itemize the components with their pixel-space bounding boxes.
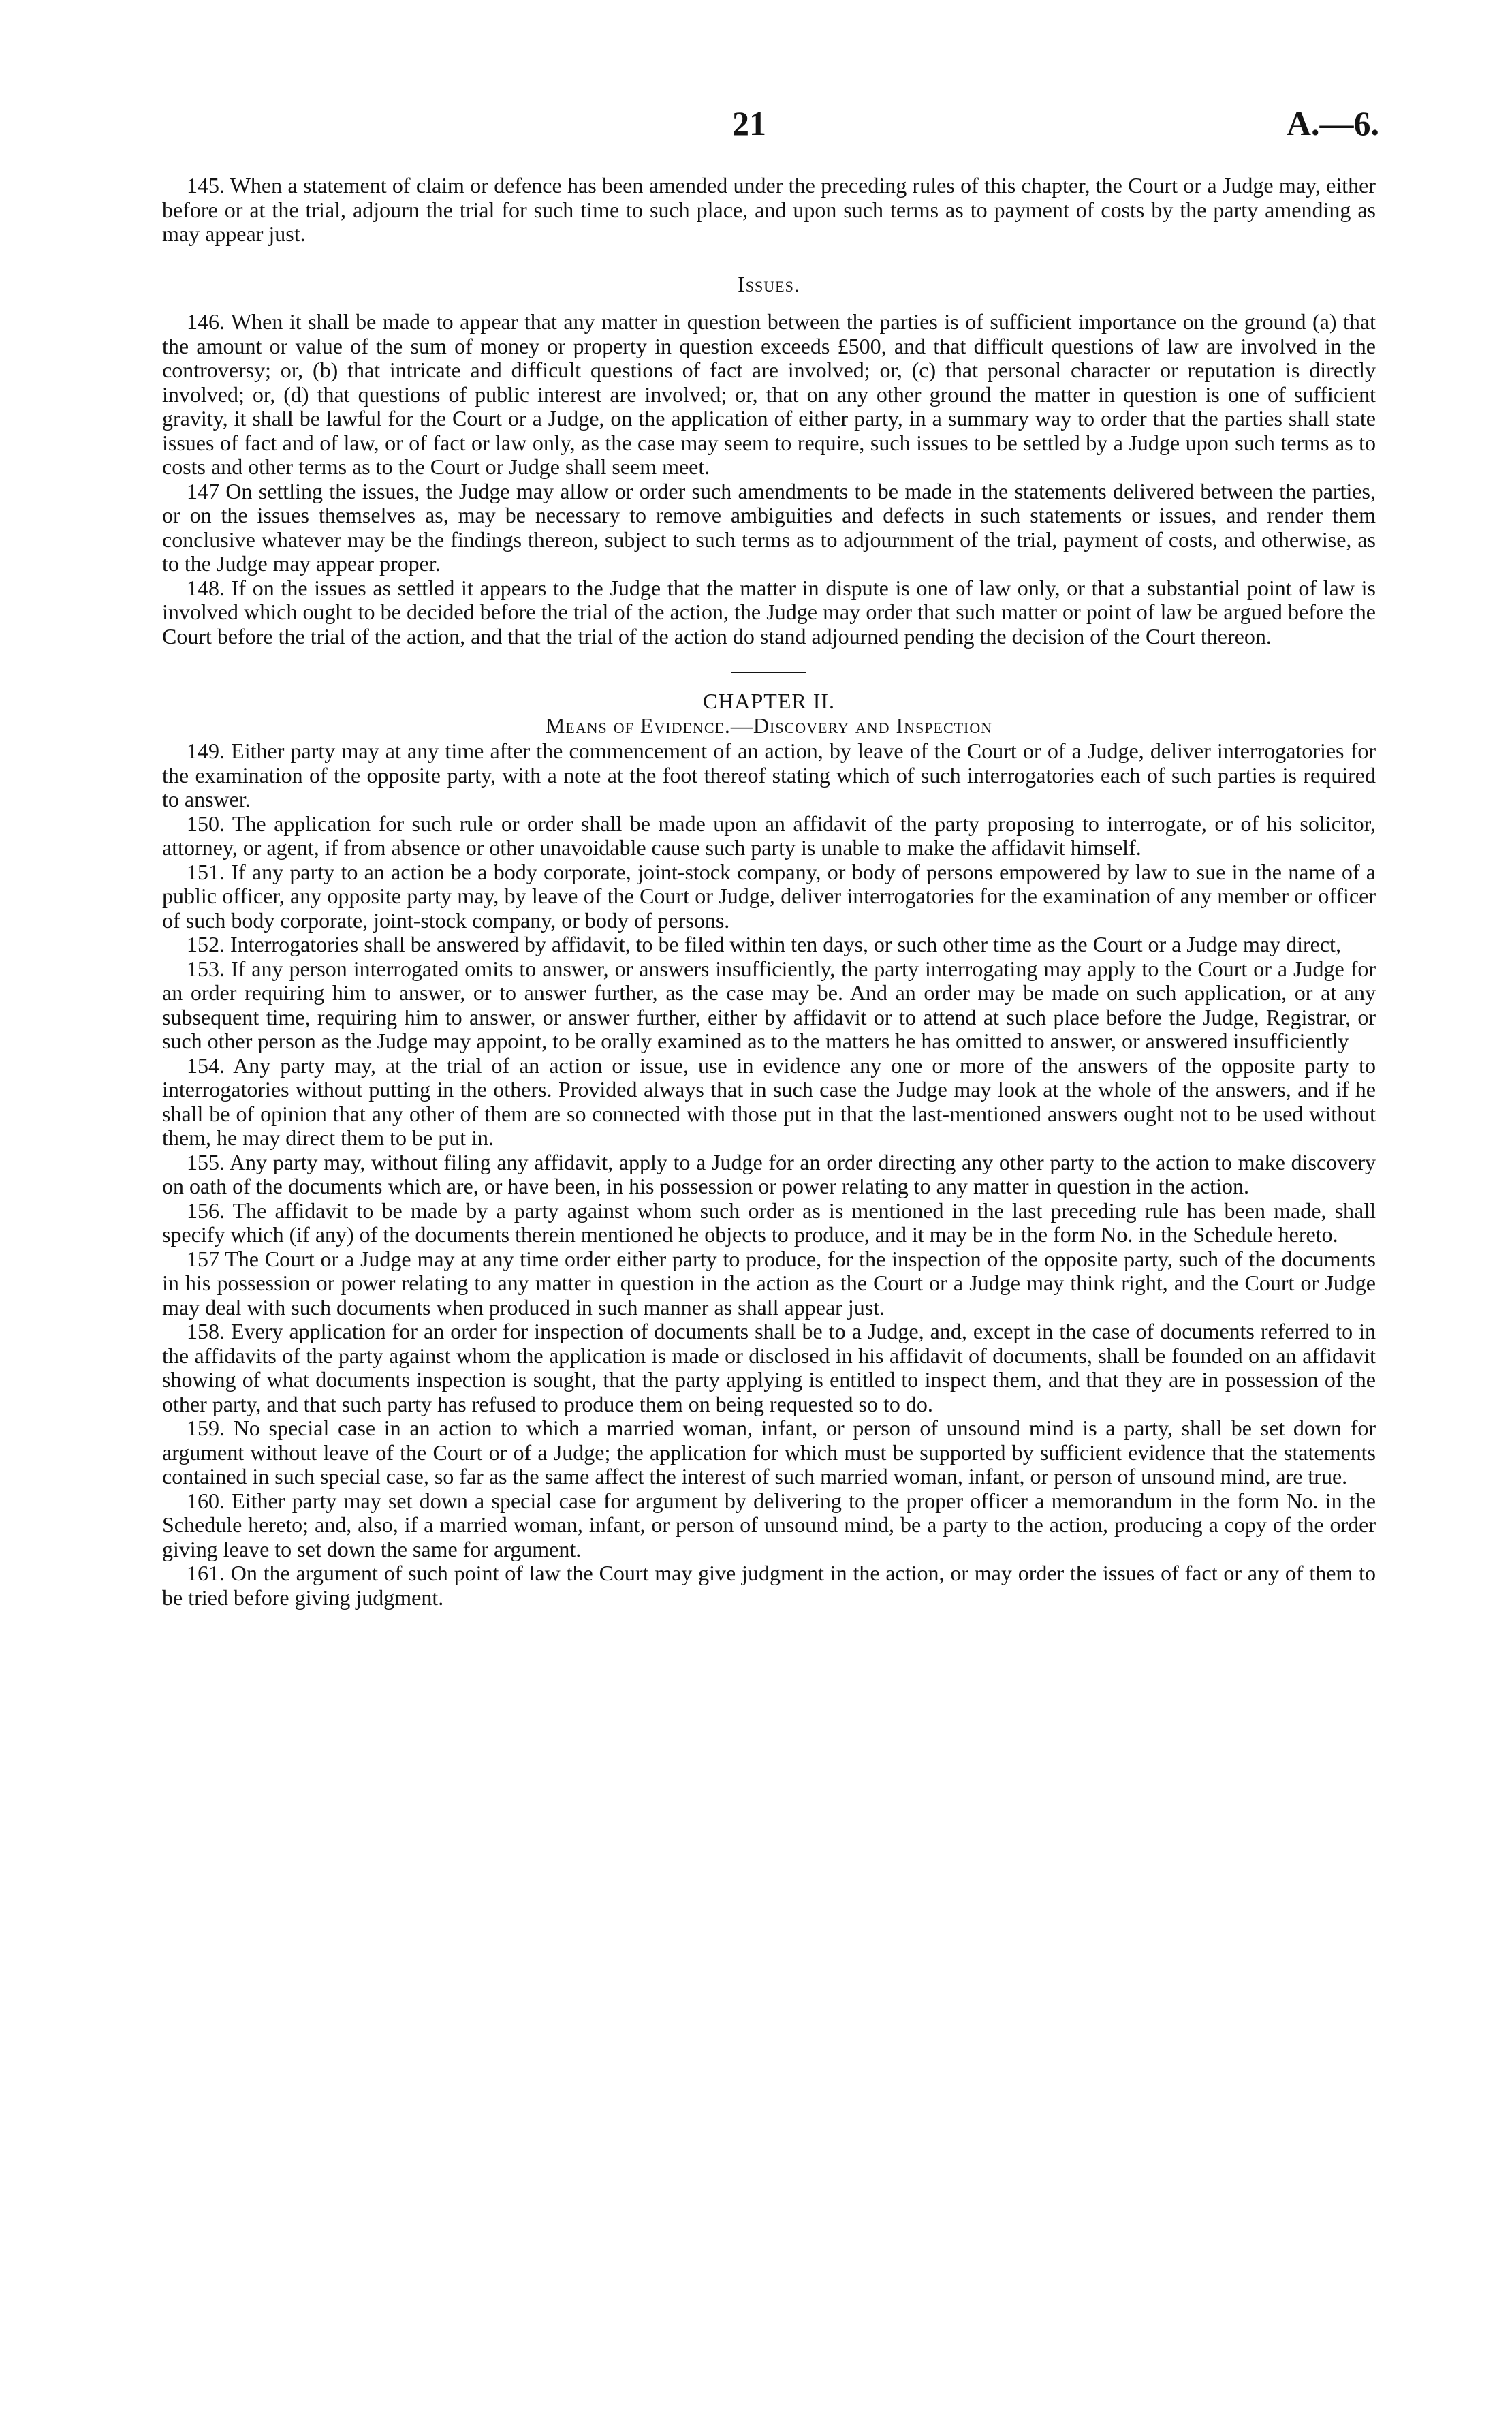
paragraph-152: 152. Interrogatories shall be answered by affidavit, to be filed within ten days, or such other time as the Court or a Judge may direct,: [187, 932, 1341, 956]
chapter-label: CHAPTER II.: [702, 689, 836, 713]
paragraph-158: 158. Every application for an order for inspection of documents shall be to a Judge, and, except in the case of documents referred to in the affidavits of the party against whom the application is made or disclosed in his affidavit of documents, shall be founded on an affidavit showing of what documents inspection is sought, that the party applying is entitled to inspect them, and that they are in possession of the other party, and that such party has refused to produce them on being requested so to do.: [162, 1319, 1376, 1416]
paragraph-147: 147 On settling the issues, the Judge may allow or order such amendments to be made in the statements delivered between the parties, or on the issues themselves as, may be necessary to remove ambiguities and defects in such statements or issues, and render them conclusive whatever may be the findings thereon, subject to such terms as to adjournment of the trial, payment of costs, and otherwise, as to the Judge may appear proper.: [162, 478, 1376, 576]
paragraph-151: 151. If any party to an action be a body corporate, joint-stock company, or body of persons empowered by law to sue in the name of a public officer, any opposite party may, by leave of the Court or Judge, deliver interrogatories for the examination of any member or officer of such body corporate, joint-stock company, or body of persons.: [162, 859, 1376, 933]
paragraph-159: 159. No special case in an action to which a married woman, infant, or person of unsound mind is a party, shall be set down for argument without leave of the Court or of a Judge; the application for which must be supported by sufficient evidence that the statements contained in such special case, so far as the same affect the interest of such married woman, infant, or person of unsound mind, are true.: [162, 1416, 1376, 1489]
paragraph-157: 157 The Court or a Judge may at any time order either party to produce, for the inspection of the opposite party, such of the documents in his possession or power relating to any matter in question in the action as the Court or a Judge may think right, and the Court or Judge may deal with such documents when produced in such manner as shall appear just.: [162, 1246, 1376, 1320]
paragraph-156: 156. The affidavit to be made by a party against whom such order as is mentioned in the last preceding rule has been made, shall specify which (if any) of the documents therein mentioned he objects to produce, and it may be in the form No. in the Schedule hereto.: [162, 1198, 1376, 1247]
paragraph-149: 149. Either party may at any time after the commencement of an action, by leave of the Court or of a Judge, deliver interrogatories for the examination of the opposite party, with a note at the foot thereof stating which of such interrogatories each of such parties is required to answer.: [162, 738, 1376, 811]
paragraph-160: 160. Either party may set down a special case for argument by delivering to the proper officer a memorandum in the form No. in the Schedule hereto; and, also, if a married woman, infant, or person of unsound mind, be a party to the action, producing a copy of the order giving leave to set down the same for argument.: [162, 1488, 1376, 1561]
body-text: [162, 174, 1376, 1610]
issues-heading: Issues.: [738, 271, 800, 296]
paragraph-154: 154. Any party may, at the trial of an action or issue, use in evidence any one or more of the answers of the opposite party to interrogatories without putting in the others. Provided always that in such case the Judge may look at the whole of the answers, and if he shall be of opinion that any other of them are so connected with those put in that the last-mentioned answers ought not to be used without them, he may direct them to be put in.: [162, 1053, 1376, 1150]
paragraph-145: 145. When a statement of claim or defence has been amended under the preceding rules of this chapter, the Court or a Judge may, either before or at the trial, adjourn the trial for such time to such place, and upon such terms as to payment of costs by the party amending as may appear just.: [162, 173, 1376, 246]
paragraph-150: 150. The application for such rule or order shall be made upon an affidavit of the party proposing to interrogate, or of his solicitor, attorney, or agent, if from absence or other unavoidable cause such party is unable to make the affidavit himself.: [162, 811, 1376, 860]
paragraph-146: 146. When it shall be made to appear that any matter in question between the parties is of sufficient importance on the ground (a) that the amount or value of the sum of money or property in question exceeds £500, and that difficult questions of law are involved in the controversy; or, (b) that intricate and difficult questions of fact are involved; or, (c) that personal character or reputation is directly involved; or, (d) that questions of public interest are involved; or, that on any other ground the matter in question is one of sufficient gravity, it shall be lawful for the Court or a Judge, on the application of either party, in a summary way to order that the parties shall state issues of fact and of law, or of fact or law only, as the case may seem to require, such issues to be settled by a Judge upon such terms as to costs and other terms as to the Court or Judge shall seem meet.: [162, 309, 1376, 479]
document-reference: A.—6.: [1286, 104, 1379, 142]
paragraph-148: 148. If on the issues as settled it appears to the Judge that the matter in dispute is one of law only, or that a substantial point of law is involved which ought to be decided before the trial of the action, the Judge may order that such matter or point of law be argued before the Court before the trial of the action, and that the trial of the action do stand adjourned pending the decision of the Court thereon.: [162, 575, 1376, 649]
paragraph-161: 161. On the argument of such point of law the Court may give judgment in the action, or may order the issues of fact or any of them to be tried before giving judgment.: [162, 1561, 1376, 1610]
paragraph-153: 153. If any person interrogated omits to answer, or answers insufficiently, the party interrogating may apply to the Court or a Judge for an order requiring him to answer, or to answer further, as the case may be. And an order may be made on such application, or at any subsequent time, requiring him to answer, or answer further, either by affidavit or to attend at such place before the Judge, Registrar, or such other person as the Judge may appoint, to be orally examined as to the matters he has omitted to answer, or answered insufficiently: [162, 956, 1376, 1053]
chapter-title: Means of Evidence.—Discovery and Inspection: [545, 713, 993, 738]
page-number: 21: [732, 104, 766, 142]
section-divider: [731, 672, 806, 673]
paragraph-155: 155. Any party may, without filing any affidavit, apply to a Judge for an order directing any other party to the action to make discovery on oath of the documents which are, or have been, in his possession or power relating to any matter in question in the action.: [162, 1149, 1376, 1198]
